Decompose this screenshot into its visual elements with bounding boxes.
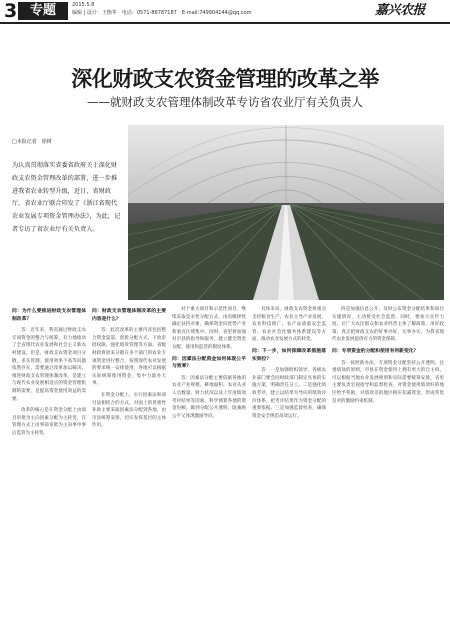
article-column-4 <box>252 306 326 424</box>
body-paragraph: 改革的核心是在资金分配上由项目审批为主向因素分配为主转变，在管理方式上由事前审批为主向事中事后监管为主转变。 <box>12 408 86 436</box>
reporter-byline: □本报记者 徐树 <box>12 139 52 145</box>
article-column-2 <box>92 306 166 434</box>
article-subhead: ——就财政支农管理体制改革专访省农业厅有关负责人 <box>87 95 363 109</box>
body-paragraph: 答：一是加强组织领导，各级农业部门要会同财政部门制定具体的实施方案，明确责任分工。二是强化绩效考评，建立以结果为导向的绩效评价体系，把考评结果作为资金分配的重要依据。三是加强监督检查，确保资金安全规范高效运行。 <box>252 368 326 419</box>
article-column-5 <box>332 306 444 409</box>
body-paragraph: 四是加强信息公开，及时公布资金分配结果和项目实施情况，主动接受社会监督。同时，要加大宣传力度，让广大农民群众和农业经营主体了解政策、用好政策，真正把财政支农的好事办好、实事办实，为我省现代农业发展提供有力的资金保障。 <box>332 307 444 343</box>
editor-contact: 编辑 | 设计：王衡华 电话：0571-86787187 E-mail:749904144@qq.com <box>72 10 252 16</box>
question-heading: 问：财政支农管理体制改革的主要内容是什么？ <box>92 309 166 322</box>
article-column-3 <box>172 306 246 424</box>
issue-date: 2015.5.8 <box>72 2 95 8</box>
newspaper-logo: 嘉兴农报 <box>375 3 426 18</box>
body-paragraph: 答：按照新办法，专项资金分配坚持公开透明、注重绩效的原则，市县在资金使用上拥有更大的自主权，可以根据当地农业发展规划和实际需要统筹安排，省里主要负责宏观指导和监督检查，对资金使用绩效好的地区给予奖励，对绩效差的地区相应扣减资金，形成奖优罚劣的激励约束机制。 <box>332 360 444 404</box>
article-column-1 <box>12 306 86 442</box>
body-paragraph: 答：因素法分配主要依据各地的农业产业规模、耕地面积、农业从业人员数量、财力状况以及上年度绩效考评结果等因素，科学测算各地的资金份额，做到分配公开透明，既兼顾公平又体现激励导向。 <box>172 375 246 419</box>
question-heading: 问：专项资金的分配和使用有何新变化？ <box>332 348 419 354</box>
lead-paragraph: 为认真贯彻落实省委省政府关于深化财政支农资金管理改革的部署，进一步推进我省农业转型升级，近日，省财政厅、省农业厅联合印发了《浙江省现代农业发展专项资金管理办法》，为此，记者专访了省农业厅有关负责人。 <box>12 162 121 233</box>
question-heading: 问：因素法分配资金如何体现公平与效率？ <box>172 356 246 370</box>
question-heading: 问：下一步，如何保障改革措施落实到位？ <box>252 348 326 362</box>
body-paragraph: 在资金分配上，实行因素法和项目法相结合的方式，对面上的普惠性补助主要采取因素法分配到各地，由市县统筹安排，切实发挥基层的主体作用。 <box>92 392 166 429</box>
article-headline: 深化财政支农资金管理的改革之举 <box>71 67 379 91</box>
greenhouse-photo <box>128 125 444 300</box>
body-paragraph: 具体来说，财政支农资金将重点支持粮食生产、农业主导产业发展、农业科技推广、农产品质量安全监管、农业社会化服务体系建设等方面，推动农业发展方式的转变。 <box>252 307 326 343</box>
body-paragraph: 答：此次改革的主要内容包括整合资金渠道、创新分配方式、下放审批权限、强化绩效管理等方面。省级财政将原来分散在多个部门的农业专项资金进行整合，按照现代农业发展的要求统一安排使用，各地可以根据实际统筹使用资金，集中力量办大事。 <box>92 328 166 387</box>
body-paragraph: 答：近年来，我省通过财政支农专项资金的整合与统筹，有力地推动了全省现代农业发展和社会主义新农村建设。但是，财政支农资金项目分散、多头管理、使用效率不高等问题依然存在，需要通过改革加以解决。推进财政支农管理体制改革，是建立与现代农业发展相适应的资金管理机制的需要，是提高资金使用效益的需要。 <box>12 328 86 402</box>
masthead <box>0 0 450 22</box>
page-number: 3 <box>4 0 18 22</box>
section-tab: 专题 <box>18 2 68 20</box>
masthead-rule <box>0 22 450 24</box>
body-paragraph: 对于重大项目和示范性项目，继续采取竞争性分配方式，由省级择优确定扶持对象，确保资金向优势产业和重点区域集中。同时，省里将加强对市县的指导和服务，建立健全资金分配、使用和监管的制度体系。 <box>172 307 246 350</box>
question-heading: 问：为什么要推进财政支农管理体制改革？ <box>12 309 86 322</box>
